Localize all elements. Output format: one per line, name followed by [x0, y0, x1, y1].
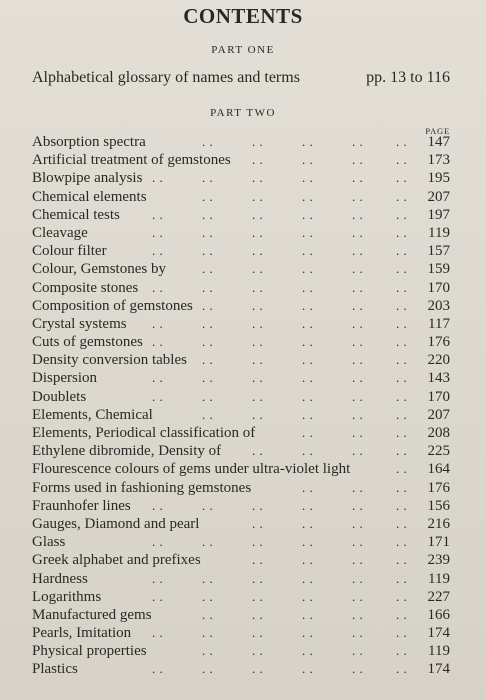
part-one-heading: PART ONE — [211, 44, 275, 56]
contents-entry: . . . . . . . . . . Colour, Gemstones by 159 — [32, 261, 450, 278]
entry-label: Artificial treatment of gemstones — [32, 152, 231, 169]
entry-page-number: 170 — [427, 279, 450, 296]
entry-label: Cuts of gemstones — [32, 334, 143, 351]
entry-label: Manufactured gems — [32, 606, 152, 623]
entry-label: Blowpipe analysis — [32, 170, 143, 187]
contents-entry: . . . . . . . . . . . . Crystal systems 117 — [32, 315, 450, 332]
entry-label: Composition of gemstones — [32, 297, 193, 314]
contents-entry: . . . . . . Elements, Periodical classification of 208 — [32, 425, 450, 441]
contents-entry: . . . . . . . . . . Manufactured gems 166 — [32, 606, 450, 623]
contents-entry: . . . . . . . . . . . . Cuts of gemstones 176 — [32, 334, 450, 351]
entry-label: Glass — [32, 534, 66, 551]
entry-page-number: 220 — [427, 352, 450, 369]
contents-entry: . . . . . . . . . . . . Blowpipe analysis 195 — [32, 170, 450, 187]
entry-label: Density conversion tables — [32, 352, 187, 369]
entry-label: Forms used in fashioning gemstones — [32, 479, 252, 496]
entry-label: Flourescence colours of gems under ultra-violet light — [32, 461, 351, 478]
page-title: CONTENTS — [183, 4, 303, 28]
contents-entry: . . Flourescence colours of gems under ultra-violet light 164 — [32, 461, 450, 478]
contents-entry: . . . . . . . . . . . . Chemical tests 197 — [32, 206, 450, 223]
contents-entry: . . . . . . . . . . . . Colour filter 157 — [32, 243, 450, 260]
entry-page-number: 227 — [427, 588, 450, 605]
contents-entry: . . . . . . . . Artificial treatment of gemstones 173 — [32, 152, 450, 169]
entry-page-number: 176 — [427, 334, 450, 351]
contents-entry: . . . . . . . . . . . . Plastics 174 — [32, 661, 450, 678]
entry-label: Greek alphabet and prefixes — [32, 552, 201, 569]
entry-label: Dispersion — [32, 370, 97, 387]
entry-label: Logarithms — [32, 588, 102, 605]
entry-label: Fraunhofer lines — [32, 497, 131, 514]
entry-page-number: 216 — [427, 515, 450, 532]
contents-entry: . . . . . . Forms used in fashioning gemstones 176 — [32, 479, 450, 496]
entry-page-number: 119 — [428, 643, 450, 660]
entry-page-number: 143 — [427, 370, 450, 387]
contents-entry: . . . . . . . . . . Absorption spectra 147 — [32, 134, 450, 150]
entry-label: Pearls, Imitation — [32, 625, 132, 642]
contents-entry: . . . . . . . . . . Chemical elements 207 — [32, 188, 450, 205]
entry-page-number: 156 — [427, 497, 450, 514]
page-column-header: PAGE — [425, 126, 450, 136]
entry-label: Chemical tests — [32, 206, 120, 223]
entry-page-number: 174 — [427, 625, 450, 642]
entry-label: Crystal systems — [32, 315, 127, 332]
entry-label: Absorption spectra — [32, 134, 146, 150]
contents-entry: . . . . . . . . . . . . Dispersion 143 — [32, 370, 450, 387]
contents-entry: . . . . . . . . . . . . Pearls, Imitation 174 — [32, 625, 450, 642]
entry-page-number: 207 — [427, 188, 450, 205]
entry-label: Ethylene dibromide, Density of — [32, 443, 222, 460]
entry-label: Cleavage — [32, 224, 88, 241]
entry-label: Composite stones — [32, 279, 139, 296]
part-two-heading: PART TWO — [210, 107, 276, 119]
entry-label: Colour filter — [32, 243, 107, 260]
entry-label: Elements, Periodical classification of — [32, 425, 256, 441]
contents-entry: . . . . . . . . . . Elements, Chemical 207 — [32, 406, 450, 423]
entry-label: Chemical elements — [32, 188, 147, 205]
entry-label: Physical properties — [32, 643, 147, 660]
contents-entry: . . . . . . . . . . . . Fraunhofer lines 156 — [32, 497, 450, 514]
contents-entry: . . . . . . . . . . . . Doublets 170 — [32, 388, 450, 405]
entry-page-number: 164 — [427, 461, 450, 478]
contents-entry: . . . . . . . . . . . . Composite stones 170 — [32, 279, 450, 296]
contents-entry: . . . . . . . . . . . . Cleavage 119 — [32, 224, 450, 241]
entry-label: Colour, Gemstones by — [32, 261, 166, 278]
contents-entry: . . . . . . . . Greek alphabet and prefixes 239 — [32, 552, 450, 569]
entry-page-number: 176 — [427, 479, 450, 496]
contents-entry: . . . . . . . . Ethylene dibromide, Density of 225 — [32, 443, 450, 460]
contents-entry: . . . . . . . . . . . . Hardness 119 — [32, 570, 450, 587]
glossary-entry-pages: pp. 13 to 116 — [366, 69, 450, 86]
contents-entry: . . . . . . . . . . Physical properties 119 — [32, 643, 450, 660]
entry-page-number: 157 — [427, 243, 450, 260]
entry-page-number: 225 — [427, 443, 450, 460]
entry-label: Elements, Chemical — [32, 406, 153, 423]
entry-page-number: 203 — [427, 297, 450, 314]
entry-page-number: 119 — [428, 224, 450, 241]
contents-list — [32, 133, 450, 679]
entry-label: Doublets — [32, 388, 87, 405]
entry-page-number: 170 — [427, 388, 450, 405]
entry-page-number: 166 — [427, 606, 450, 623]
contents-entry: . . . . . . . . . . Composition of gemstones 203 — [32, 297, 450, 314]
contents-entry: . . . . . . . . Gauges, Diamond and pearl 216 — [32, 515, 450, 532]
entry-page-number: 171 — [427, 534, 450, 551]
entry-page-number: 197 — [427, 206, 450, 223]
contents-entry: . . . . . . . . . . . . Glass 171 — [32, 534, 450, 551]
entry-page-number: 239 — [427, 552, 450, 569]
glossary-entry-label: Alphabetical glossary of names and terms — [32, 69, 300, 86]
entry-page-number: 173 — [427, 152, 450, 169]
entry-page-number: 207 — [427, 406, 450, 423]
entry-page-number: 195 — [427, 170, 450, 187]
entry-page-number: 208 — [427, 425, 450, 441]
entry-page-number: 147 — [427, 134, 450, 150]
entry-page-number: 159 — [427, 261, 450, 278]
entry-label: Hardness — [32, 570, 88, 587]
entry-label: Gauges, Diamond and pearl — [32, 515, 200, 532]
contents-entry: . . . . . . . . . . . . Logarithms 227 — [32, 588, 450, 605]
entry-page-number: 117 — [428, 315, 450, 332]
contents-entry: . . . . . . . . . . Density conversion tables 220 — [32, 352, 450, 369]
entry-label: Plastics — [32, 661, 78, 678]
entry-page-number: 119 — [428, 570, 450, 587]
entry-page-number: 174 — [427, 661, 450, 678]
